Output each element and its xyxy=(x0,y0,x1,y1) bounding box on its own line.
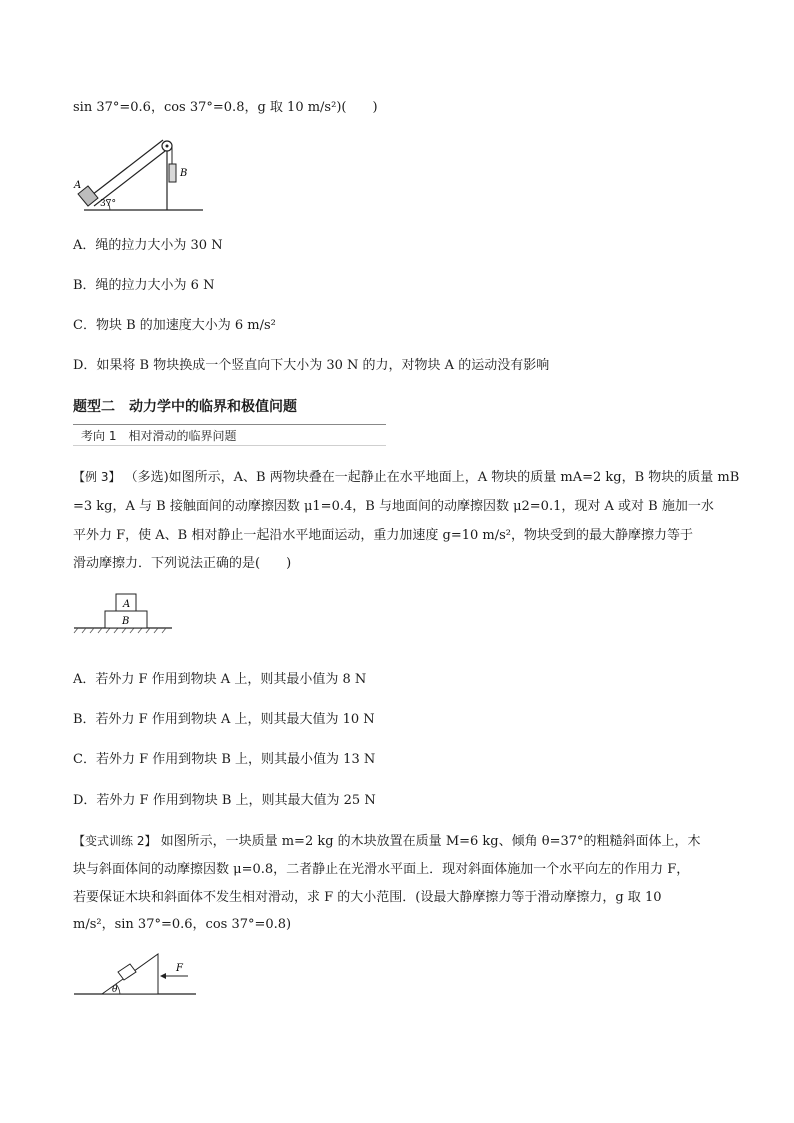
example3-line-2: =3 kg，A 与 B 接触面间的动摩擦因数 μ1=0.4，B 与地面间的动摩擦因数 μ2=0.1，现对 A 或对 B 施加一水 xyxy=(73,499,714,514)
example3-line-4: 滑动摩擦力．下列说法正确的是( ) xyxy=(73,556,292,571)
variant2-line-2: 块与斜面体间的动摩擦因数 μ=0.8，二者静止在光滑水平面上．现对斜面体施加一个水平向左的作用力 F， xyxy=(73,862,690,877)
section-subtitle-bar xyxy=(73,424,386,446)
wedge-force-figure xyxy=(72,946,200,1000)
option-d: D．如果将 B 物块换成一个竖直向下大小为 30 N 的力，对物块 A 的运动没有影响 xyxy=(73,358,550,373)
option-a: A．绳的拉力大小为 30 N xyxy=(73,238,223,253)
variant2-tag: 【变式训练 2】 xyxy=(73,834,157,848)
variant2-line-3: 若要保证木块和斜面体不发生相对滑动，求 F 的大小范围．(设最大静摩擦力等于滑动摩擦力，g 取 10 xyxy=(73,890,662,905)
example3-text-1: （多选)如图所示，A、B 两物块叠在一起静止在水平地面上，A 物块的质量 mA=2 kg，B 物块的质量 mB xyxy=(124,470,740,485)
option-c: C．物块 B 的加速度大小为 6 m/s² xyxy=(73,318,276,333)
question-intro-line: sin 37°=0.6，cos 37°=0.8，g 取 10 m/s²)( ) xyxy=(73,100,378,115)
incline-pulley-figure xyxy=(70,128,210,214)
figure-theta-label: θ xyxy=(112,985,118,995)
figure-label-a: A xyxy=(74,180,82,191)
example3-option-d: D．若外力 F 作用到物块 B 上，则其最大值为 25 N xyxy=(73,793,376,808)
variant2-line-1 xyxy=(73,830,701,849)
example3-option-c: C．若外力 F 作用到物块 B 上，则其最小值为 13 N xyxy=(73,752,376,767)
figure-block-b-label: B xyxy=(122,616,130,627)
variant2-text-1: 如图所示，一块质量 m=2 kg 的木块放置在质量 M=6 kg、倾角 θ=37°的粗糙斜面体上，木 xyxy=(160,834,701,849)
section-title: 题型二 动力学中的临界和极值问题 xyxy=(73,399,297,415)
option-b: B．绳的拉力大小为 6 N xyxy=(73,278,215,293)
example3-option-b: B．若外力 F 作用到物块 A 上，则其最大值为 10 N xyxy=(73,712,375,727)
variant2-line-4: m/s²，sin 37°=0.6，cos 37°=0.8) xyxy=(73,917,292,932)
figure-label-b: B xyxy=(180,168,188,179)
stacked-blocks-figure xyxy=(72,590,176,634)
figure-block-a-label: A xyxy=(123,599,131,610)
section-subtitle: 考向 1 相对滑动的临界问题 xyxy=(81,429,237,443)
example3-option-a: A．若外力 F 作用到物块 A 上，则其最小值为 8 N xyxy=(73,672,367,687)
figure-force-label: F xyxy=(176,963,183,974)
example3-line-1 xyxy=(73,466,739,485)
example3-tag: 【例 3】 xyxy=(73,470,121,484)
figure-angle-label: 37° xyxy=(100,199,116,209)
example3-line-3: 平外力 F，使 A、B 相对静止一起沿水平地面运动，重力加速度 g=10 m/s²，物块受到的最大静摩擦力等于 xyxy=(73,528,693,543)
